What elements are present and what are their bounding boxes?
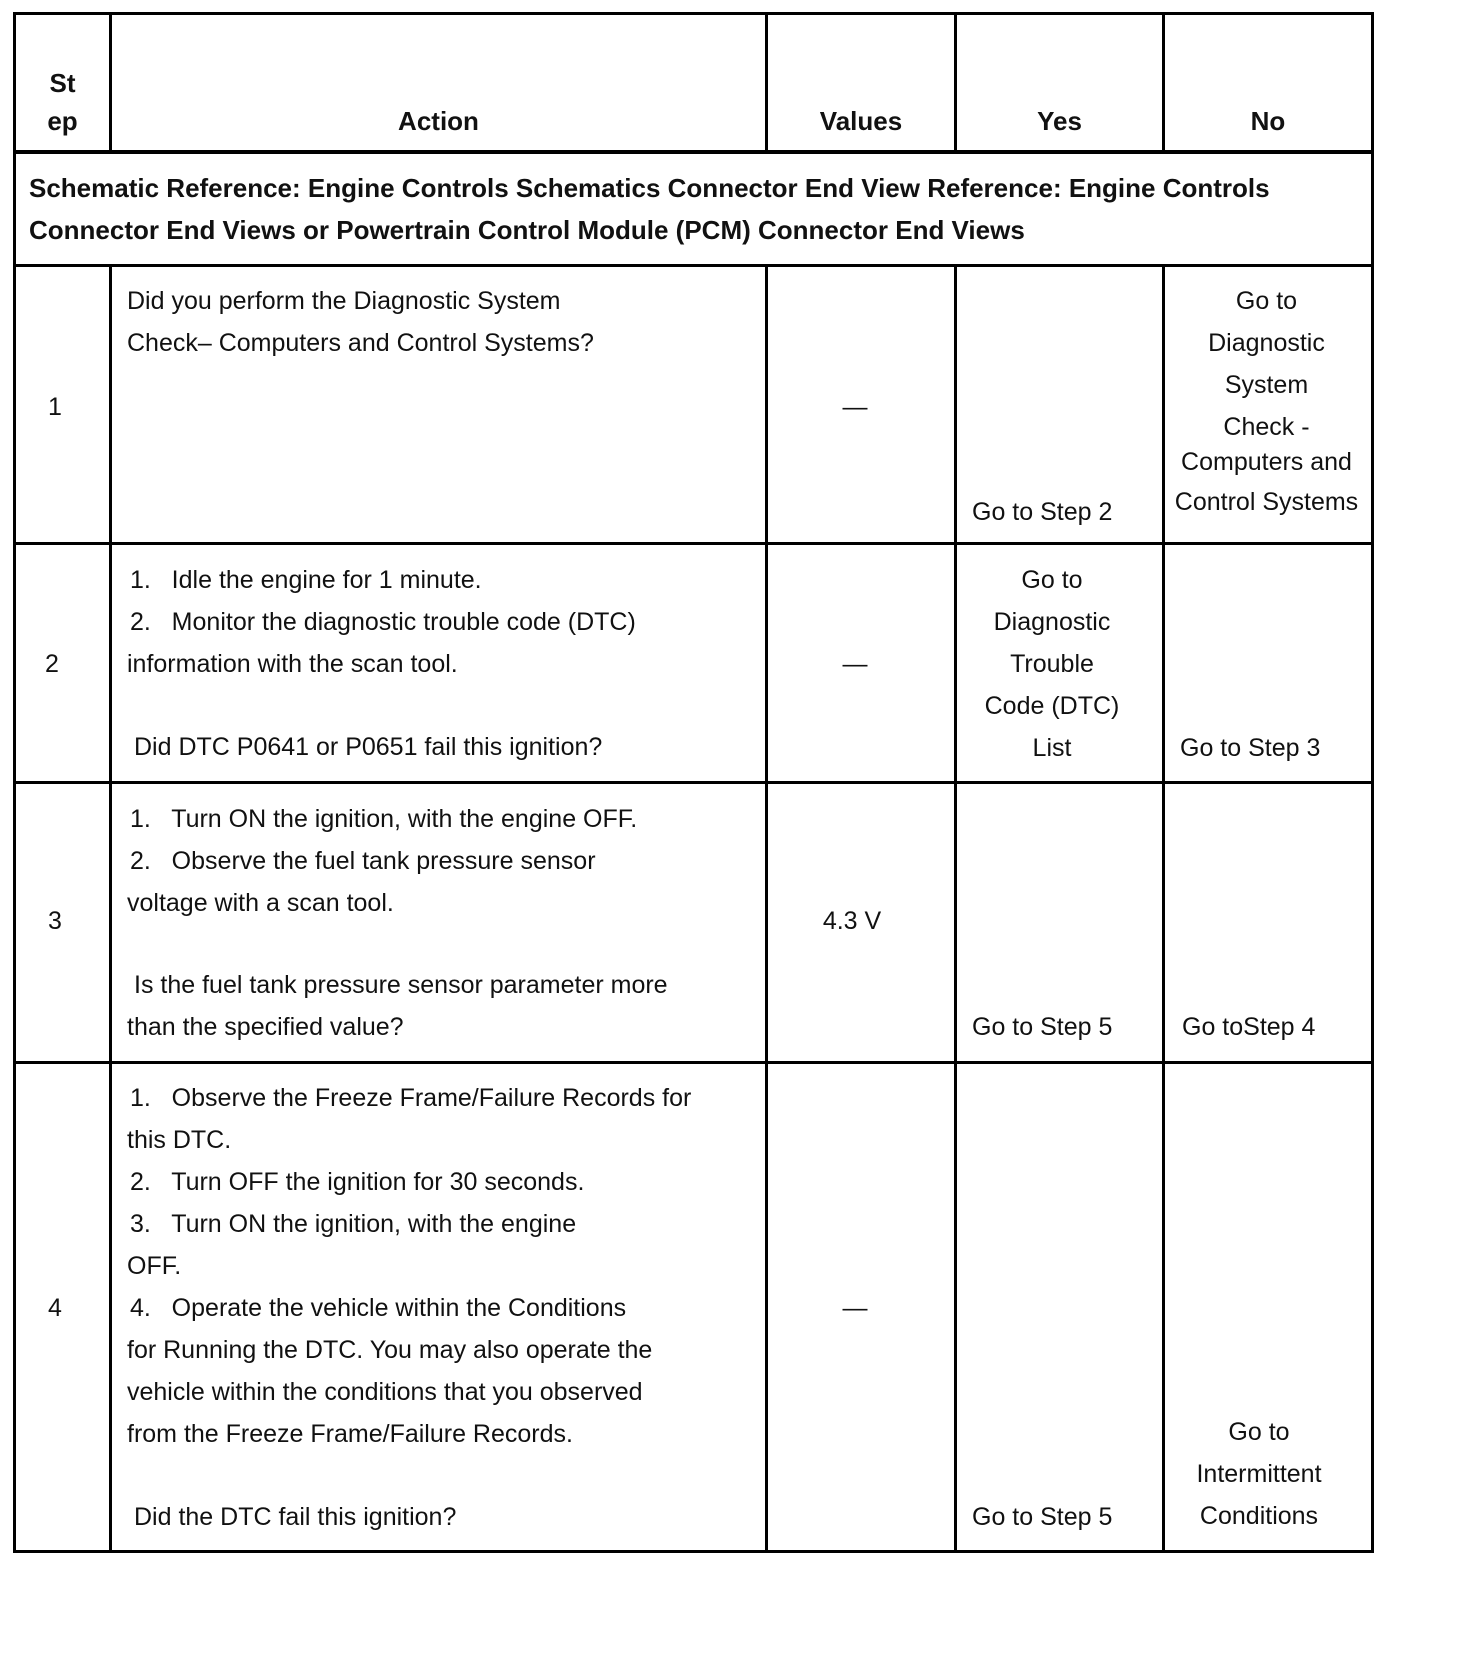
header-no: No — [1250, 106, 1286, 136]
header-divider — [13, 150, 1374, 154]
table-border-top — [13, 12, 1374, 15]
table-border-bottom — [13, 1550, 1374, 1553]
header-step: St — [49, 68, 76, 98]
row-divider-1 — [13, 542, 1374, 545]
header-step: ep — [47, 106, 78, 136]
step-number: 2 — [45, 650, 59, 678]
yes-outcome: Go to Step 5 — [972, 1503, 1113, 1531]
no-outcome: Go to Diagnostic System Check - Computers and Control Systems — [1174, 287, 1359, 516]
step-number: 1 — [48, 393, 62, 421]
value-cell: 4.3 V — [822, 907, 882, 935]
step-number: 3 — [48, 907, 62, 935]
row-divider-3 — [13, 1061, 1374, 1064]
yes-outcome: Go to Step 5 — [972, 1013, 1113, 1041]
no-outcome: Go to Step 3 — [1180, 734, 1321, 762]
action-question: Is the fuel tank pressure sensor parameter more than the specified value? — [127, 971, 668, 1041]
action-text: 1. Idle the engine for 1 minute. 2. Monitor the diagnostic trouble code (DTC) information with the scan tool. — [127, 566, 636, 678]
value-cell: — — [842, 1294, 868, 1322]
yes-outcome: Go to Step 2 — [972, 498, 1113, 526]
schematic-reference: Connector End Views or Powertrain Control Module (PCM) Connector End Views — [29, 215, 1025, 245]
step-number: 4 — [48, 1294, 62, 1322]
value-cell: — — [842, 393, 868, 421]
no-outcome: Go toStep 4 — [1182, 1013, 1316, 1041]
header-yes: Yes — [1037, 106, 1082, 136]
header-action: Action — [398, 106, 479, 136]
reference-divider — [13, 264, 1374, 267]
row-divider-2 — [13, 781, 1374, 784]
action-text: 1. Observe the Freeze Frame/Failure Records for this DTC. 2. Turn OFF the ignition for 30 seconds. 3. Turn ON the ignition, with the engine OFF. 4. Operate the vehicle within the Conditions for Running the DTC. You may also operate the vehicle within the conditions that you observed from the Freeze Frame/Failure Records. — [127, 1084, 692, 1448]
action-text: 1. Turn ON the ignition, with the engine OFF. 2. Observe the fuel tank pressure sensor voltage with a scan tool. — [127, 805, 638, 917]
table-border-right — [1371, 12, 1374, 1553]
schematic-reference: Schematic Reference: Engine Controls Schematics Connector End View Reference: Engine Controls — [29, 173, 1270, 203]
header-values: Values — [819, 106, 903, 136]
value-cell: — — [842, 650, 868, 678]
action-text: Did you perform the Diagnostic System Check– Computers and Control Systems? — [127, 287, 594, 357]
yes-outcome: Go to Diagnostic Trouble Code (DTC) List — [984, 566, 1120, 762]
action-question: Did DTC P0641 or P0651 fail this ignition? — [134, 733, 603, 761]
action-question: Did the DTC fail this ignition? — [134, 1503, 457, 1531]
no-outcome: Go to Intermittent Conditions — [1196, 1418, 1322, 1530]
column-divider-values — [954, 264, 957, 1553]
column-divider-step — [109, 264, 112, 1553]
